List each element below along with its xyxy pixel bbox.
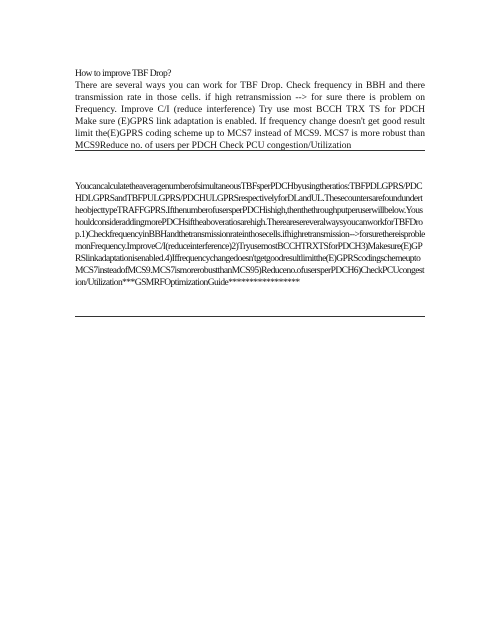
- first-section: [75, 68, 425, 152]
- section-divider: [75, 150, 425, 151]
- second-paragraph: YoucancalculatetheaveragenumberofsimultaneousTBFsperPDCHbyusingtheratios:TBFPDLGPRS/PDCHDLGPRSandTBFPULGPRS/PDCHULGPRSrespectivelyforDLandUL.ThesecountersarefoundundertheobjecttypeTRAFFGPRS.IfthenumberofusersperPDCHishigh,thenthethroughputperuserwillbelow.YoushouldconsideraddingmorePDCHsiftheaboveratiosarehigh.TherearesereveralwaysyoucanworkforTBFDrop.1)CheckfrequencyinBBHandthetransmissionrateinthosecells.ifhighretransmission-->forsurethereisproblemonFrequency.ImproveC/I(reduceinterference)2)TryusemostBCCHTRXTSforPDCH3)Makesure(E)GPRSlinkadaptationisenabled.4)Iffrequencychangedoesn'tgetgoodresultlimitthe(E)GPRScodingschemeuptoMCS7insteadofMCS9.MCS7ismorerobustthanMCS95)Reduceno.ofusersperPDCH6)CheckPCUcongestion/Utilization***GSMRFOptimizationGuide*****************: [75, 182, 425, 288]
- second-section: [75, 181, 425, 289]
- bottom-divider: [75, 316, 425, 317]
- section-heading: How to improve TBF Drop?: [75, 69, 172, 79]
- first-paragraph: There are several ways you can work for TBF Drop. Check frequency in BBH and there transmission rate in those cells. if high retransmission --> for sure there is problem on Frequency. Improve C/I (reduce interference) Try use most BCCH TRX TS for PDCH Make sure (E)GPRS link adaptation is enabled. If frequency change doesn't get good result limit the(E)GPRS coding scheme up to MCS7 instead of MCS9. MCS7 is more robust than MCS9Reduce no. of users per PDCH Check PCU congestion/Utilization: [75, 81, 425, 151]
